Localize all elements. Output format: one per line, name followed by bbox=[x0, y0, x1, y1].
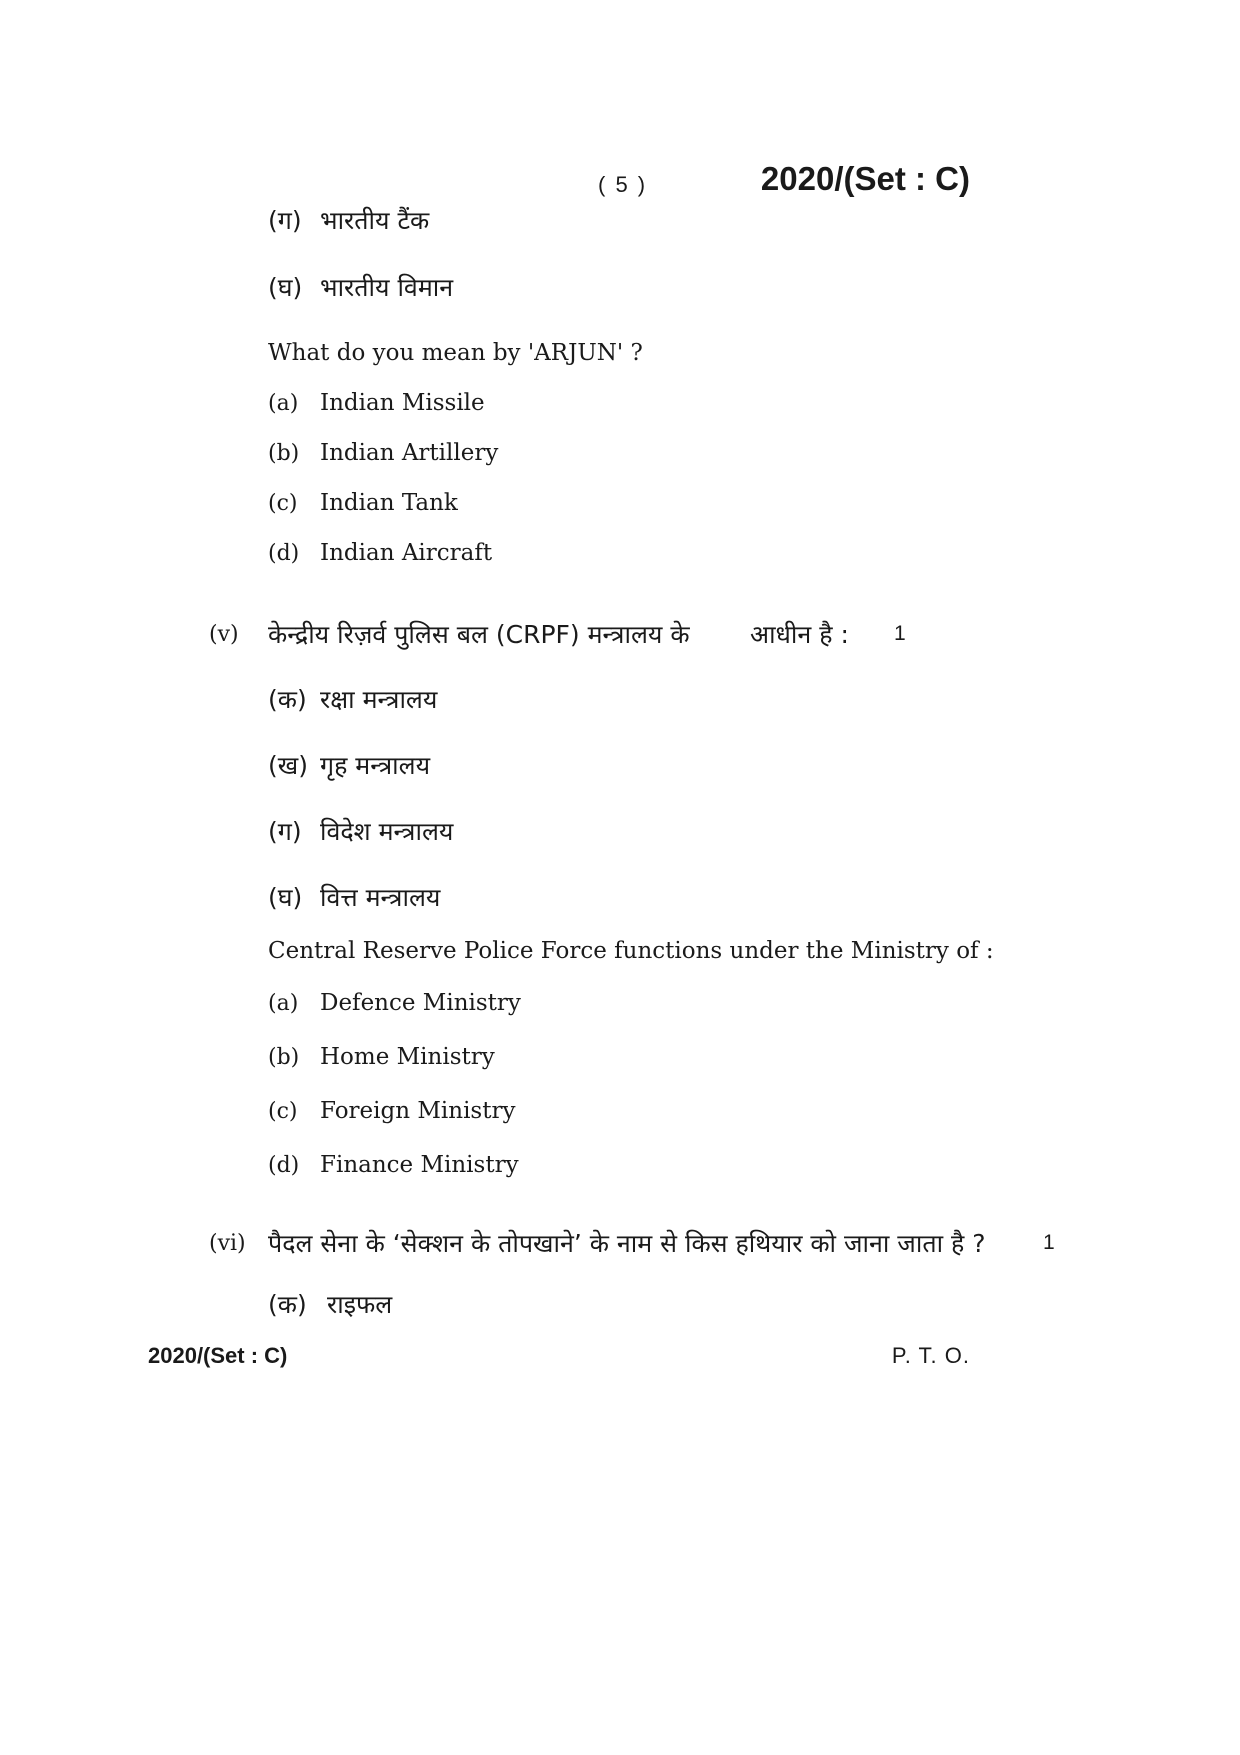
option-label: (c) bbox=[268, 491, 298, 516]
set-code-header: 2020/(Set : C) bbox=[760, 160, 970, 197]
option-text: भारतीय विमान bbox=[320, 273, 454, 302]
option-label: (ख) bbox=[268, 751, 308, 780]
question-number: (v) bbox=[209, 622, 239, 647]
option-text: विदेश मन्त्रालय bbox=[320, 817, 454, 846]
question-marks: 1 bbox=[894, 622, 906, 645]
option-label: (घ) bbox=[268, 883, 303, 912]
option-text: रक्षा मन्त्रालय bbox=[320, 685, 438, 714]
question-text-hindi: आधीन है : bbox=[750, 620, 849, 649]
option-label: (d) bbox=[268, 1153, 300, 1178]
option-text: भारतीय टैंक bbox=[320, 206, 430, 235]
option-text: राइफल bbox=[327, 1290, 393, 1319]
option-label: (घ) bbox=[268, 273, 303, 302]
question-text-english: What do you mean by 'ARJUN' ? bbox=[268, 340, 643, 366]
option-label: (b) bbox=[268, 441, 300, 466]
footer-set-code: 2020/(Set : C) bbox=[148, 1343, 288, 1368]
page-number: ( 5 ) bbox=[598, 172, 648, 197]
option-text: गृह मन्त्रालय bbox=[320, 751, 431, 780]
option-label: (ग) bbox=[268, 817, 302, 846]
option-text: Foreign Ministry bbox=[320, 1098, 516, 1124]
option-text: वित्त मन्त्रालय bbox=[320, 883, 441, 912]
option-label: (क) bbox=[268, 1290, 307, 1319]
option-text: Indian Aircraft bbox=[320, 540, 493, 566]
option-label: (ग) bbox=[268, 206, 302, 235]
option-label: (क) bbox=[268, 685, 307, 714]
option-text: Indian Artillery bbox=[320, 440, 499, 466]
option-text: Indian Missile bbox=[320, 390, 485, 416]
option-text: Finance Ministry bbox=[320, 1152, 519, 1178]
question-number: (vi) bbox=[209, 1231, 246, 1256]
question-text-hindi: पैदल सेना के ‘सेक्शन के तोपखाने’ के नाम से किस हथियार को जाना जाता है ? bbox=[268, 1229, 986, 1258]
option-text: Defence Ministry bbox=[320, 990, 521, 1016]
option-text: Home Ministry bbox=[320, 1044, 495, 1070]
option-label: (d) bbox=[268, 541, 300, 566]
question-marks: 1 bbox=[1043, 1231, 1055, 1254]
option-label: (c) bbox=[268, 1099, 298, 1124]
option-text: Indian Tank bbox=[320, 490, 458, 516]
option-label: (a) bbox=[268, 991, 299, 1016]
option-label: (b) bbox=[268, 1045, 300, 1070]
question-text-hindi: केन्द्रीय रिज़र्व पुलिस बल (CRPF) मन्त्रालय के bbox=[268, 620, 690, 649]
option-label: (a) bbox=[268, 391, 299, 416]
pto-label: P. T. O. bbox=[891, 1343, 970, 1368]
question-text-english: Central Reserve Police Force functions under the Ministry of : bbox=[268, 938, 994, 964]
